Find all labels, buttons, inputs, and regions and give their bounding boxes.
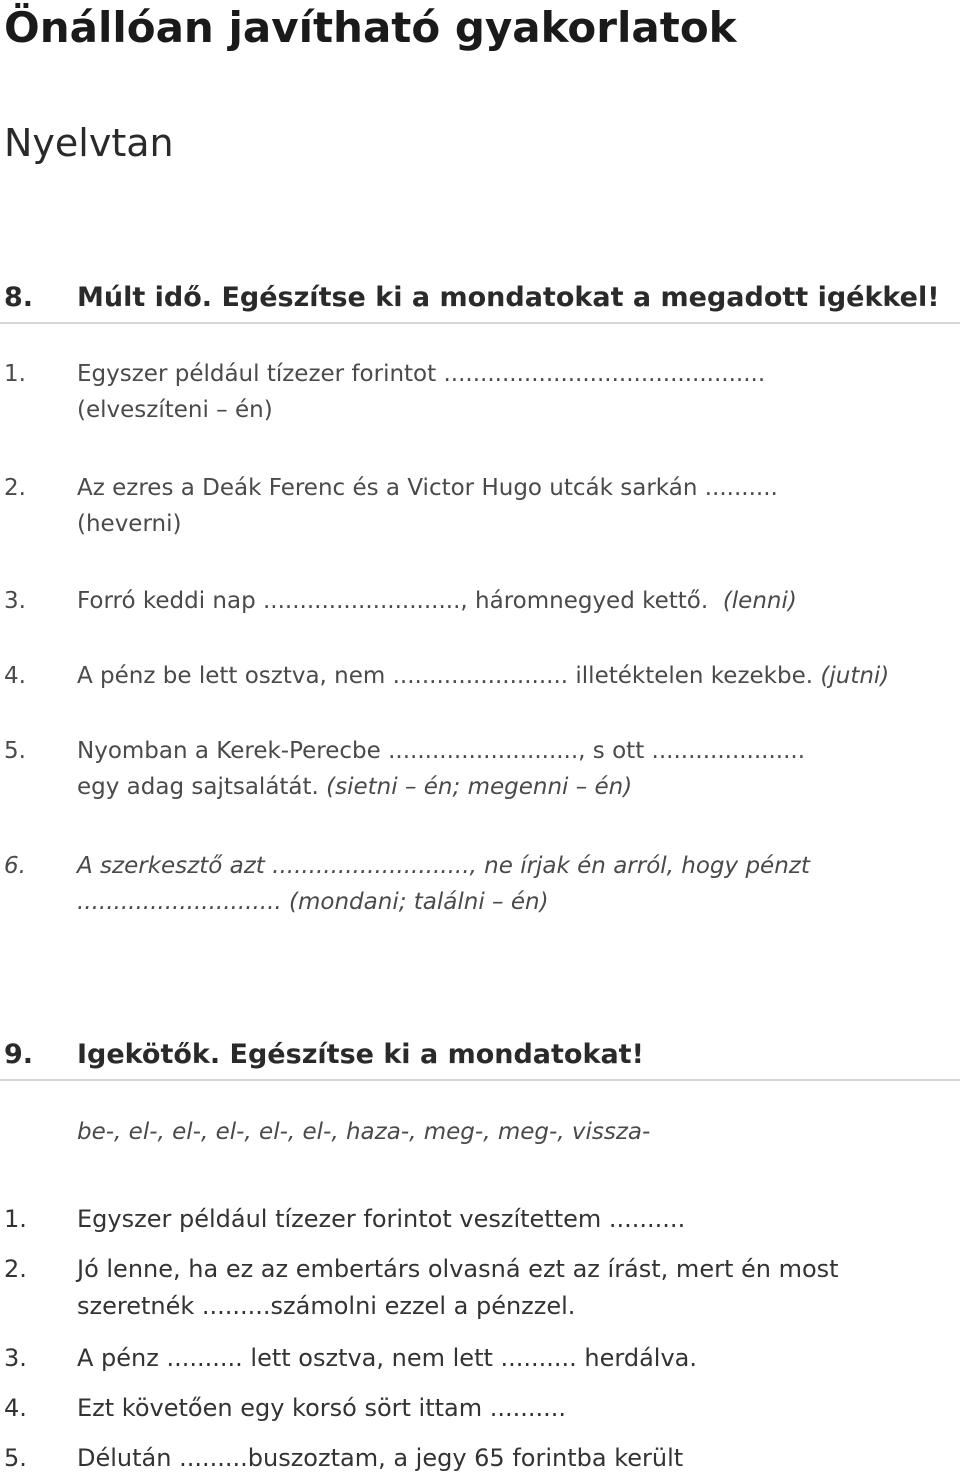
item-text: Egyszer például tízezer forintot ............................................: [77, 361, 766, 387]
item-text: Jó lenne, ha ez az embertárs olvasná ezt az írást, mert én most: [77, 1255, 839, 1283]
section-heading: Igekötők. Egészítse ki a mondatokat!: [77, 1039, 644, 1070]
section-number: 8.: [4, 282, 34, 313]
item-text: Forró keddi nap ..........................., háromnegyed kettő.: [77, 588, 709, 614]
item-number: 1.: [4, 361, 26, 387]
item-number: 3.: [4, 588, 26, 614]
item-number: 4.: [4, 1394, 27, 1422]
item-verb-hint: (elveszíteni – én): [77, 397, 273, 423]
item-text: Nyomban a Kerek-Perecbe .........................., s ott .....................: [77, 738, 806, 764]
item-text: egy adag sajtsalátát.: [77, 774, 319, 800]
page-title: Önállóan javítható gyakorlatok: [4, 3, 737, 52]
section-8-header: [0, 278, 960, 324]
item-text: A pénz .......... lett osztva, nem lett .......... herdálva.: [77, 1344, 698, 1372]
item-verb-hint: (lenni): [722, 588, 797, 614]
section-9-header: [0, 1035, 960, 1081]
item-verb-hint: (jutni): [820, 663, 890, 689]
item-number: 2.: [4, 1255, 27, 1283]
item-number: 1.: [4, 1205, 27, 1233]
item-number: 6.: [4, 853, 26, 879]
item-text: Az ezres a Deák Ferenc és a Victor Hugo utcák sarkán ..........: [77, 475, 778, 501]
item-number: 3.: [4, 1344, 27, 1372]
item-text: Egyszer például tízezer forintot veszítettem ..........: [77, 1205, 686, 1233]
section-heading: Múlt idő. Egészítse ki a mondatokat a megadott igékkel!: [77, 282, 940, 313]
item-number: 2.: [4, 475, 26, 501]
item-text: Ezt követően egy korsó sört ittam ..........: [77, 1394, 567, 1422]
item-number: 5.: [4, 1444, 27, 1472]
item-text: Délután .........buszoztam, a jegy 65 forintba került: [77, 1444, 684, 1472]
item-number: 4.: [4, 663, 26, 689]
prefix-list: be-, el-, el-, el-, el-, el-, haza-, meg-, meg-, vissza-: [77, 1119, 651, 1145]
item-text: ............................ (mondani; találni – én): [77, 889, 549, 915]
item-verb-hint: (sietni – én; megenni – én): [326, 774, 633, 800]
item-verb-hint: (heverni): [77, 511, 182, 537]
item-text: A szerkesztő azt ..........................., ne írjak én arról, hogy pénzt: [77, 853, 810, 879]
section-number: 9.: [4, 1039, 34, 1070]
page-subtitle: Nyelvtan: [4, 121, 174, 165]
item-text: szeretnék .........számolni ezzel a pénzzel.: [77, 1292, 576, 1320]
item-text: A pénz be lett osztva, nem ........................ illetéktelen kezekbe.: [77, 663, 814, 689]
item-number: 5.: [4, 738, 26, 764]
